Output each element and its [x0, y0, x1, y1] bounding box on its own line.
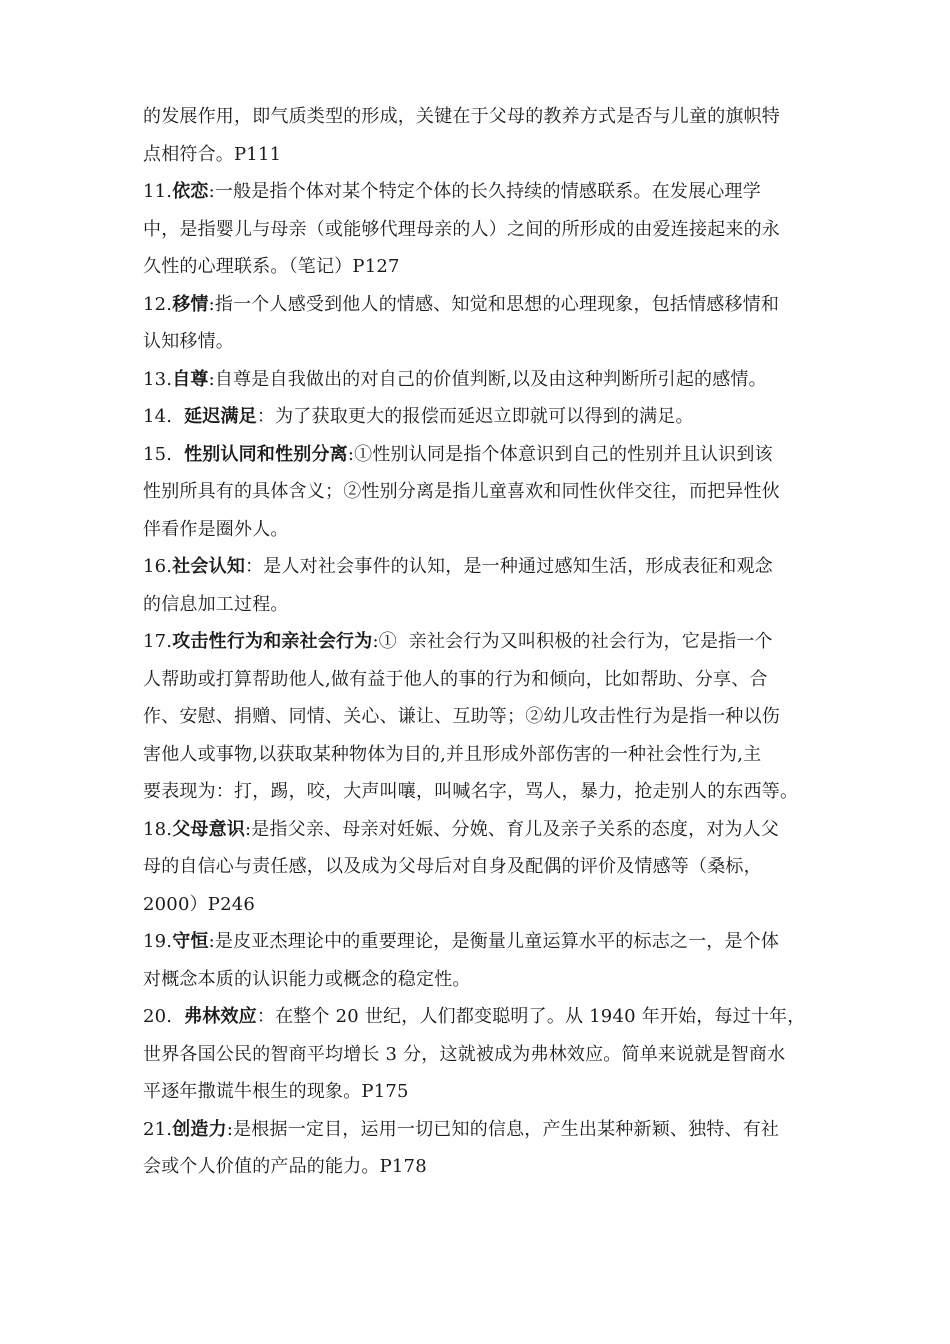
- text-line: [143, 98, 833, 136]
- text-line: [143, 211, 833, 249]
- line-text: 久性的心理联系。（笔记）P127: [143, 256, 400, 277]
- term-heading: 移情: [172, 293, 209, 315]
- definition-item: [143, 998, 833, 1036]
- item-number: 15.: [143, 443, 185, 465]
- definition-item: [143, 286, 833, 324]
- term-heading: 性别认同和性别分离: [184, 443, 348, 465]
- line-text: 性别所具有的具体含义；②性别分离是指儿童喜欢和同性伙伴交往，而把异性伙: [143, 481, 780, 502]
- line-text: ：为了获取更大的报偿而延迟立即就可以得到的满足。: [256, 406, 694, 427]
- text-line: [143, 1036, 833, 1074]
- text-line: [143, 698, 833, 736]
- line-text: 世界各国公民的智商平均增长 3 分，这就被成为弗林效应。简单来说就是智商水: [143, 1043, 786, 1065]
- text-line: [143, 848, 833, 886]
- line-text: ：是人对社会事件的认知，是一种通过感知生活，形成表征和观念: [245, 556, 773, 577]
- line-text: :指一个人感受到他人的情感、知觉和思想的心理现象，包括情感移情和: [208, 293, 780, 315]
- item-number: 11.: [143, 181, 173, 202]
- item-number: 14.: [143, 406, 185, 427]
- item-number: 17.: [143, 631, 173, 652]
- item-number: 12.: [143, 293, 173, 315]
- line-text: :自尊是自我做出的对自己的价值判断,以及由这种判断所引起的感情。: [208, 368, 767, 390]
- definition-item: [143, 548, 833, 586]
- definition-item: [143, 923, 833, 961]
- document-page: [143, 98, 833, 1186]
- line-text: 对概念本质的认识能力或概念的稳定性。: [143, 968, 471, 990]
- line-text: :是指父亲、母亲对妊娠、分娩、育儿及亲子关系的态度，对为人父: [245, 818, 780, 840]
- text-line: [143, 511, 833, 549]
- definition-item: [143, 173, 833, 211]
- term-heading: 弗林效应: [184, 1006, 257, 1027]
- item-number: 19.: [143, 931, 173, 952]
- text-line: [143, 473, 833, 511]
- line-text: 要表现为：打，踢，咬，大声叫嚷，叫喊名字，骂人，暴力，抢走别人的东西等。: [143, 781, 799, 802]
- line-text: 的发展作用，即气质类型的形成，关键在于父母的教养方式是否与儿童的旗帜特: [143, 106, 780, 127]
- text-line: [143, 886, 833, 924]
- line-text: :是根据一定目，运用一切已知的信息，产生出某种新颖、独特、有社: [226, 1118, 780, 1140]
- text-line: [143, 248, 833, 286]
- definition-item: [143, 1111, 833, 1149]
- term-heading: 社会认知: [172, 556, 246, 577]
- text-line: [143, 136, 833, 174]
- item-number: 21.: [143, 1118, 173, 1140]
- line-text: 认知移情。: [143, 331, 234, 352]
- term-heading: 创造力: [172, 1118, 227, 1140]
- text-line: [143, 586, 833, 624]
- item-number: 16.: [143, 556, 173, 577]
- text-line: [143, 961, 833, 999]
- line-text: :①性别认同是指个体意识到自己的性别并且认识到该: [347, 443, 773, 465]
- line-text: 会或个人价值的产品的能力。P178: [143, 1156, 427, 1177]
- term-heading: 攻击性行为和亲社会行为: [172, 631, 373, 652]
- line-text: :① 亲社会行为又叫积极的社会行为，它是指一个: [372, 631, 773, 652]
- text-line: [143, 1148, 833, 1186]
- term-heading: 依恋: [172, 181, 209, 202]
- definition-item: [143, 398, 833, 436]
- definition-item: [143, 436, 833, 474]
- text-line: [143, 736, 833, 774]
- text-line: [143, 1073, 833, 1111]
- definition-item: [143, 623, 833, 661]
- line-text: 的信息加工过程。: [143, 593, 289, 615]
- line-text: 2000）P246: [143, 893, 256, 915]
- line-text: 害他人或事物,以获取某种物体为目的,并且形成外部伤害的一种社会性行为,主: [143, 743, 762, 765]
- line-text: :是皮亚杰理论中的重要理论，是衡量儿童运算水平的标志之一，是个体: [208, 931, 780, 952]
- text-line: [143, 323, 833, 361]
- term-heading: 自尊: [172, 368, 209, 390]
- item-number: 13.: [143, 368, 173, 390]
- definition-item: [143, 811, 833, 849]
- item-number: 20.: [143, 1006, 185, 1027]
- text-line: [143, 661, 833, 699]
- line-text: 人帮助或打算帮助他人,做有益于他人的事的行为和倾向，比如帮助、分享、合: [143, 668, 768, 690]
- line-text: 母的自信心与责任感，以及成为父母后对自身及配偶的评价及情感等（桑标，: [143, 856, 762, 877]
- definition-item: [143, 361, 833, 399]
- line-text: :一般是指个体对某个特定个体的长久持续的情感联系。在发展心理学: [208, 181, 761, 202]
- line-text: 中，是指婴儿与母亲（或能够代理母亲的人）之间的所形成的由爱连接起来的永: [143, 218, 780, 240]
- item-number: 18.: [143, 818, 173, 840]
- term-heading: 父母意识: [172, 818, 246, 840]
- line-text: 点相符合。P111: [143, 143, 282, 165]
- term-heading: 延迟满足: [184, 406, 257, 427]
- term-heading: 守恒: [172, 931, 209, 952]
- line-text: 作、安慰、捐赠、同情、关心、谦让、互助等；②幼儿攻击性行为是指一种以伤: [143, 706, 780, 727]
- line-text: ：在整个 20 世纪，人们都变聪明了。从 1940 年开始，每过十年，: [256, 1006, 806, 1027]
- line-text: 平逐年撒谎牛根生的现象。P175: [143, 1081, 409, 1102]
- text-line: [143, 773, 833, 811]
- line-text: 伴看作是圈外人。: [143, 518, 289, 540]
